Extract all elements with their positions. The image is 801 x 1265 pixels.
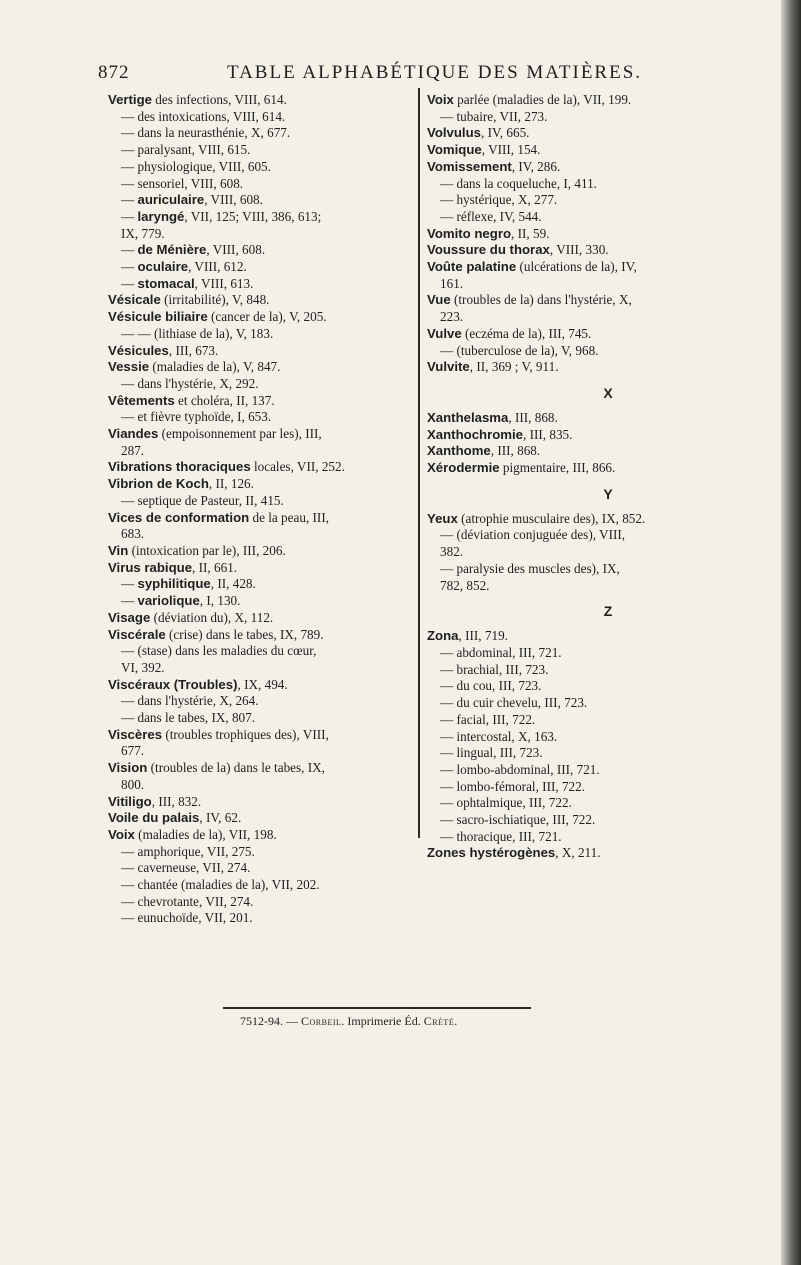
index-subentry [108, 710, 416, 727]
entry-references: — thoracique, III, 721. [440, 828, 562, 844]
index-subentry [108, 142, 416, 159]
entry-references: , VIII, 613. [194, 275, 254, 291]
index-subentry [108, 259, 416, 276]
entry-headword: Voix [108, 826, 135, 842]
entry-references: — ophtalmique, III, 722. [440, 795, 572, 811]
entry-headword: syphilitique [137, 576, 211, 592]
index-entry [108, 393, 416, 410]
index-subentry [427, 795, 789, 812]
entry-references: , VIII, 154. [481, 142, 541, 158]
entry-headword: Viscérale [108, 626, 166, 642]
entry-references: — abdominal, III, 721. [440, 644, 562, 660]
entry-references: , III, 868. [508, 409, 558, 425]
index-subentry [427, 829, 789, 846]
index-entry [108, 426, 416, 443]
running-header [0, 52, 801, 82]
entry-references: , III, 832. [151, 793, 202, 809]
index-subentry [427, 561, 789, 578]
entry-references: (troubles de la) dans le tabes, IX, [147, 760, 325, 776]
index-subentry [427, 209, 789, 226]
printer-imprint [240, 1014, 457, 1029]
index-subentry [427, 527, 789, 544]
entry-references: (eczéma de la), III, 745. [461, 325, 592, 341]
imprint-printer: Crété [423, 1014, 455, 1028]
index-subentry [108, 242, 416, 259]
entry-headword: Vésicale [108, 292, 161, 308]
entry-references: IX, 779. [121, 225, 165, 241]
index-entry [108, 309, 416, 326]
entry-headword: Vertige [108, 92, 152, 107]
entry-dash: — [121, 242, 138, 258]
entry-headword: stomacal [137, 275, 195, 291]
entry-headword: Vin [108, 542, 129, 558]
entry-headword: Vibrion de Koch [108, 476, 209, 492]
entry-references: 223. [440, 309, 464, 325]
entry-headword: Vêtements [108, 392, 175, 408]
entry-references: — facial, III, 722. [440, 711, 536, 727]
index-continuation [427, 309, 789, 326]
entry-references: 800. [121, 776, 145, 792]
index-continuation [427, 544, 789, 561]
section-letter: Y [603, 485, 613, 502]
entry-references: — chevrotante, VII, 274. [121, 893, 254, 909]
index-entry [108, 92, 416, 109]
entry-references: (crise) dans le tabes, IX, 789. [165, 626, 324, 642]
entry-headword: auriculaire [137, 192, 205, 208]
entry-references: — tubaire, VII, 273. [440, 108, 548, 124]
entry-references: (troubles trophiques des), VIII, [162, 726, 329, 742]
entry-headword: Volvulus [427, 125, 481, 141]
index-continuation [108, 226, 416, 243]
entry-dash: — [121, 576, 138, 592]
index-subentry [108, 877, 416, 894]
index-column-right [427, 92, 789, 862]
index-entry [108, 610, 416, 627]
index-continuation [108, 777, 416, 794]
entry-references: de la peau, III, [249, 509, 330, 525]
entry-references: — des intoxications, VIII, 614. [121, 108, 286, 124]
entry-references: — physiologique, VIII, 605. [121, 158, 271, 174]
index-continuation [427, 276, 789, 293]
entry-references: , II, 126. [208, 476, 254, 492]
entry-headword: Vomique [427, 142, 482, 158]
entry-headword: Viscéraux (Troubles) [108, 676, 238, 692]
entry-references: , VII, 125; VIII, 386, 613; [184, 208, 322, 224]
index-subentry [108, 326, 416, 343]
entry-references: — sensoriel, VIII, 608. [121, 175, 244, 191]
entry-references: — dans l'hystérie, X, 292. [121, 375, 259, 391]
entry-headword: Xérodermie [427, 460, 500, 476]
index-subentry [108, 276, 416, 293]
entry-headword: laryngé [137, 208, 185, 224]
index-entry [108, 560, 416, 577]
entry-references: — — (lithiase de la), V, 183. [121, 325, 274, 341]
entry-references: , IV, 665. [480, 125, 530, 141]
index-continuation [108, 743, 416, 760]
entry-references: pigmentaire, III, 866. [499, 460, 616, 476]
entry-references: , II, 428. [210, 576, 256, 592]
index-subentry [108, 643, 416, 660]
index-entry [108, 677, 416, 694]
index-subentry [427, 109, 789, 126]
entry-headword: Xanthelasma [427, 409, 509, 425]
entry-references: , I, 130. [199, 593, 241, 609]
index-subentry [108, 860, 416, 877]
index-entry [108, 727, 416, 744]
entry-references: , III, 868. [490, 443, 541, 459]
index-column-left [108, 92, 416, 927]
index-entry [427, 845, 789, 862]
entry-references: — dans l'hystérie, X, 264. [121, 693, 259, 709]
entry-headword: Xanthome [427, 443, 491, 459]
entry-references: , III, 673. [168, 342, 219, 358]
entry-references: — sacro-ischiatique, III, 722. [440, 812, 596, 828]
entry-references: — (tuberculose de la), V, 968. [440, 342, 599, 358]
index-entry [108, 627, 416, 644]
index-subentry [427, 745, 789, 762]
entry-headword: Vésicules [108, 342, 169, 358]
entry-references: , X, 211. [555, 845, 601, 861]
entry-references: , II, 369 ; V, 911. [469, 359, 559, 375]
entry-headword: Vulvite [427, 359, 470, 375]
index-entry [427, 159, 789, 176]
index-subentry [108, 409, 416, 426]
index-subentry [108, 493, 416, 510]
index-continuation [427, 578, 789, 595]
entry-headword: Yeux [427, 510, 458, 526]
index-entry [108, 510, 416, 527]
entry-references: — (déviation conjuguée des), VIII, [440, 527, 626, 543]
entry-references: — du cuir chevelu, III, 723. [440, 695, 588, 711]
entry-headword: Vitiligo [108, 793, 152, 809]
entry-references: , VIII, 608. [206, 242, 266, 258]
section-letter: X [603, 384, 613, 401]
entry-references: (ulcérations de la), IV, [516, 259, 637, 275]
index-subentry [427, 662, 789, 679]
index-continuation [108, 526, 416, 543]
entry-headword: oculaire [137, 259, 189, 275]
index-entry [108, 459, 416, 476]
index-subentry [108, 693, 416, 710]
entry-references: — brachial, III, 723. [440, 661, 549, 677]
index-subentry [108, 109, 416, 126]
entry-headword: Vices de conformation [108, 509, 250, 525]
entry-references: , IV, 286. [511, 158, 561, 174]
imprint-end: . [454, 1014, 458, 1028]
entry-references: — dans la neurasthénie, X, 677. [121, 125, 291, 141]
entry-headword: Voûte palatine [427, 259, 517, 275]
index-entry [427, 326, 789, 343]
index-entry [108, 359, 416, 376]
index-subentry [108, 894, 416, 911]
index-entry [108, 810, 416, 827]
entry-references: (maladies de la), V, 847. [149, 359, 281, 375]
index-subentry [427, 812, 789, 829]
entry-references: — réflexe, IV, 544. [440, 208, 542, 224]
index-entry [427, 125, 789, 142]
index-entry [427, 511, 789, 528]
index-subentry [427, 729, 789, 746]
index-entry [108, 543, 416, 560]
index-entry [427, 628, 789, 645]
index-entry [427, 427, 789, 444]
entry-references: — lombo-abdominal, III, 721. [440, 761, 600, 777]
entry-references: 677. [121, 743, 145, 759]
index-entry [108, 292, 416, 309]
index-subentry [108, 209, 416, 226]
entry-headword: Vomito negro [427, 225, 512, 241]
entry-references: 382. [440, 544, 464, 560]
entry-references: — dans la coqueluche, I, 411. [440, 175, 597, 191]
entry-references: — et fièvre typhoïde, I, 653. [121, 409, 272, 425]
entry-references: (atrophie musculaire des), IX, 852. [457, 510, 646, 526]
column-divider [418, 88, 420, 838]
entry-headword: Vibrations thoraciques [108, 459, 251, 475]
entry-dash: — [121, 259, 138, 275]
entry-references: — amphorique, VII, 275. [121, 843, 255, 859]
entry-references: locales, VII, 252. [250, 459, 345, 475]
entry-references: — caverneuse, VII, 274. [121, 860, 251, 876]
index-subentry [427, 645, 789, 662]
entry-references: 782, 852. [440, 577, 490, 593]
index-entry [108, 794, 416, 811]
entry-headword: Xanthochromie [427, 426, 523, 442]
entry-references: — lombo-fémoral, III, 722. [440, 778, 586, 794]
entry-references: — paralysie des muscles des), IX, [440, 560, 620, 576]
entry-headword: Voix [427, 92, 454, 107]
page-number: 872 [98, 62, 130, 83]
index-entry [427, 142, 789, 159]
index-subentry [108, 159, 416, 176]
entry-headword: Virus rabique [108, 559, 193, 575]
entry-headword: Viscères [108, 726, 163, 742]
entry-references: — eunuchoïde, VII, 201. [121, 910, 253, 926]
entry-references: , IX, 494. [237, 676, 288, 692]
entry-headword: Vessie [108, 359, 150, 375]
entry-headword: Vésicule biliaire [108, 309, 208, 325]
entry-references: — hystérique, X, 277. [440, 192, 558, 208]
entry-references: et choléra, II, 137. [174, 392, 275, 408]
entry-dash: — [121, 208, 138, 224]
page-title: TABLE ALPHABÉTIQUE DES MATIÈRES. [227, 62, 643, 83]
index-entry [108, 760, 416, 777]
entry-references: , II, 59. [511, 225, 550, 241]
entry-dash: — [121, 275, 138, 291]
index-subentry [108, 125, 416, 142]
entry-headword: Zona [427, 628, 459, 644]
entry-references: 683. [121, 526, 145, 542]
entry-references: (empoisonnement par les), III, [158, 426, 322, 442]
entry-references: , VIII, 608. [204, 192, 263, 208]
entry-headword: Vomissement [427, 158, 512, 174]
entry-headword: Vulve [427, 325, 462, 341]
entry-headword: Viandes [108, 426, 159, 442]
entry-references: , VIII, 330. [549, 242, 609, 258]
entry-references: (déviation du), X, 112. [150, 609, 274, 625]
entry-references: (maladies de la), VII, 198. [134, 826, 277, 842]
entry-references: , VIII, 612. [188, 259, 247, 275]
index-subentry [427, 343, 789, 360]
entry-references: — (stase) dans les maladies du cœur, [121, 643, 317, 659]
index-subentry [427, 176, 789, 193]
entry-dash: — [121, 593, 138, 609]
imprint-text: . Imprimerie Éd. [341, 1014, 424, 1028]
entry-headword: Vue [427, 292, 451, 308]
index-entry [427, 292, 789, 309]
index-subentry [108, 176, 416, 193]
index-subentry [427, 695, 789, 712]
entry-references: (troubles de la) dans l'hystérie, X, [450, 292, 632, 308]
index-entry [427, 259, 789, 276]
index-subentry [108, 844, 416, 861]
index-entry [427, 359, 789, 376]
index-subentry [108, 576, 416, 593]
entry-headword: Vision [108, 760, 148, 776]
entry-references: parlée (maladies de la), VII, 199. [453, 92, 632, 107]
index-entry [427, 460, 789, 477]
section-letter: Z [603, 603, 613, 620]
index-entry [108, 476, 416, 493]
entry-references: (irritabilité), V, 848. [160, 292, 270, 308]
index-entry [427, 410, 789, 427]
entry-references: , III, 719. [458, 628, 508, 644]
index-entry [108, 343, 416, 360]
index-entry [427, 92, 789, 109]
entry-references: , IV, 62. [199, 810, 242, 826]
index-subentry [108, 192, 416, 209]
index-subentry [427, 762, 789, 779]
entry-headword: Voussure du thorax [427, 242, 550, 258]
index-subentry [108, 376, 416, 393]
entry-headword: Voile du palais [108, 810, 200, 826]
index-subentry [427, 192, 789, 209]
entry-references: , III, 835. [523, 426, 573, 442]
entry-dash: — [121, 192, 138, 208]
entry-references: — septique de Pasteur, II, 415. [121, 492, 284, 508]
index-entry [108, 827, 416, 844]
entry-references: — chantée (maladies de la), VII, 202. [121, 877, 320, 893]
entry-references: (cancer de la), V, 205. [207, 309, 327, 325]
imprint-city: Corbeil [301, 1014, 342, 1028]
index-continuation [108, 660, 416, 677]
entry-references: — lingual, III, 723. [440, 745, 543, 761]
index-subentry [108, 593, 416, 610]
entry-headword: Visage [108, 609, 151, 625]
entry-headword: Zones hystérogènes [427, 845, 556, 861]
entry-references: des infections, VIII, 614. [151, 92, 287, 107]
footer-rule [223, 1007, 531, 1009]
entry-headword: variolique [137, 593, 200, 609]
imprint-code: 7512-94. — [240, 1014, 301, 1028]
index-subentry [427, 779, 789, 796]
index-subentry [427, 712, 789, 729]
index-entry [427, 443, 789, 460]
entry-references: — intercostal, X, 163. [440, 728, 558, 744]
entry-references: VI, 392. [121, 659, 165, 675]
index-continuation [108, 443, 416, 460]
index-entry [427, 242, 789, 259]
entry-headword: de Ménière [137, 242, 207, 258]
entry-references: 161. [440, 275, 464, 291]
entry-references: 287. [121, 442, 145, 458]
entry-references: — du cou, III, 723. [440, 678, 542, 694]
entry-references: (intoxication par le), III, 206. [128, 542, 286, 558]
entry-references: , II, 661. [192, 559, 238, 575]
index-entry [427, 226, 789, 243]
index-subentry [427, 678, 789, 695]
index-subentry [108, 910, 416, 927]
entry-references: — dans le tabes, IX, 807. [121, 710, 256, 726]
entry-references: — paralysant, VIII, 615. [121, 142, 251, 158]
